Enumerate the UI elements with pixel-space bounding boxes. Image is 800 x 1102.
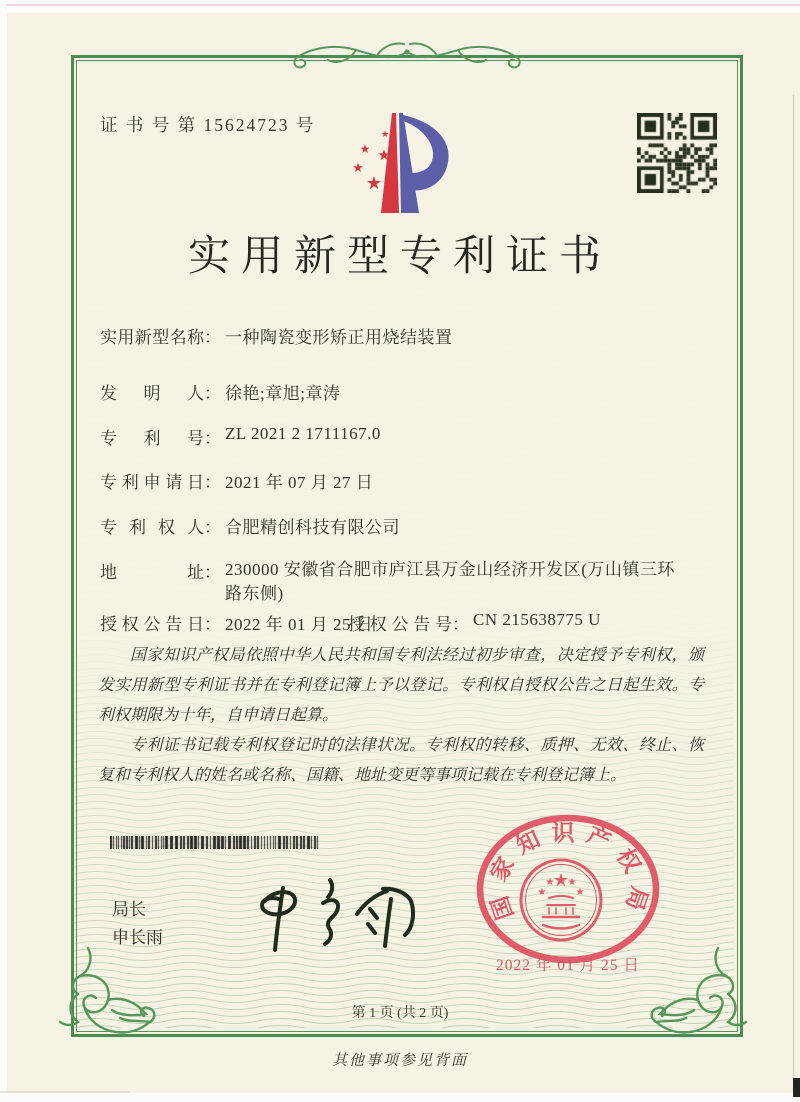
field-row-filing-date — [100, 468, 373, 493]
svg-text:★: ★ — [352, 161, 364, 176]
svg-text:★: ★ — [365, 173, 383, 194]
field-label: 地址 — [100, 563, 204, 582]
certificate-number: 证 书 号 第 15624723 号 — [100, 115, 316, 135]
director-title: 局长 — [112, 900, 146, 919]
scan-edge-left — [0, 0, 7, 1102]
scan-corner-shadow — [793, 1078, 800, 1097]
scan-smudge — [0, 1091, 130, 1093]
field-label: 专利申请日 — [100, 473, 204, 492]
page-number: 第 1 页 (共 2 页) — [351, 1006, 449, 1021]
field-row-inventors — [100, 379, 340, 404]
barcode-icon — [110, 836, 320, 849]
scan-edge-bottom — [0, 1093, 800, 1102]
director-name: 申长雨 — [112, 928, 163, 947]
field-label: 专利号 — [100, 429, 204, 448]
field-value: 230000 安徽省合肥市庐江县万金山经济开发区(万山镇三环路东侧) — [225, 560, 675, 603]
field-label: 授权公告日 — [100, 615, 204, 634]
field-colon: ： — [204, 384, 221, 403]
svg-text:★: ★ — [359, 142, 371, 156]
field-value: 一种陶瓷变形矫正用烧结装置 — [225, 328, 453, 347]
national-emblem-icon — [521, 860, 601, 940]
field-colon: ： — [204, 429, 221, 448]
svg-text:★: ★ — [380, 130, 390, 140]
certificate-title: 实用新型专利证书 — [187, 234, 612, 280]
field-colon: ： — [452, 615, 469, 634]
field-colon: ： — [204, 473, 221, 492]
field-row-address — [100, 558, 677, 605]
svg-text:★: ★ — [552, 870, 570, 891]
field-value: 2021 年 07 月 27 日 — [225, 473, 374, 492]
top-border-ornament — [292, 38, 522, 78]
svg-text:★: ★ — [377, 146, 391, 164]
seal-organization-text: 国家知识产权局 — [483, 820, 653, 923]
field-colon: ： — [204, 518, 221, 537]
field-row-utility-model-name — [100, 323, 453, 348]
field-value: 2022 年 01 月 25 日 — [225, 615, 374, 634]
scan-edge-pink-line — [0, 4, 800, 6]
field-row-grant — [100, 610, 601, 635]
seal-date: 2022 年 01 月 25 日 — [496, 957, 640, 974]
field-label: 发明人 — [100, 384, 204, 403]
svg-text:★: ★ — [545, 877, 555, 888]
field-value: ZL 2021 2 1711167.0 — [225, 424, 381, 443]
scan-edge-top — [0, 0, 800, 13]
legal-paragraph-2: 专利证书记载专利权登记时的法律状况。专利权的转移、质押、无效、终止、恢复和专利权人的姓名或名称、国籍、地址变更等事项记载在专利登记簿上。 — [98, 737, 704, 784]
field-label: 授权公告号 — [348, 615, 452, 634]
field-group-grant-number — [348, 610, 601, 635]
seal-graphic — [480, 818, 656, 974]
cnipa-logo-icon — [336, 110, 460, 216]
back-side-note: 其他事项参见背面 — [331, 1053, 468, 1069]
field-value: 合肥精创科技有限公司 — [225, 518, 400, 537]
field-colon: ： — [204, 328, 221, 347]
bottom-left-corner-ornament — [58, 946, 158, 1046]
legal-text-block — [98, 641, 704, 791]
field-label: 专利权人 — [100, 518, 204, 537]
svg-text:★: ★ — [567, 877, 577, 888]
field-row-patent-number — [100, 424, 381, 449]
field-value: 徐艳;章旭;章涛 — [225, 384, 341, 403]
director-signature-icon — [235, 868, 435, 958]
legal-paragraph-1: 国家知识产权局依照中华人民共和国专利法经过初步审查，决定授予专利权，颁发实用新型专利证书并在专利登记簿上予以登记。专利权自授权公告之日起生效。专利权期限为十年，自申请日起算。 — [98, 647, 704, 724]
field-row-patentee — [100, 513, 400, 538]
svg-text:★: ★ — [575, 887, 585, 898]
scan-edge-right-line — [793, 95, 794, 1094]
field-colon: ： — [204, 563, 221, 582]
svg-text:★: ★ — [537, 887, 547, 898]
official-seal-icon — [469, 806, 669, 984]
field-label: 实用新型名称 — [100, 328, 204, 347]
qr-code-icon — [637, 113, 717, 193]
field-colon: ： — [204, 615, 221, 634]
field-value: CN 215638775 U — [473, 610, 601, 629]
